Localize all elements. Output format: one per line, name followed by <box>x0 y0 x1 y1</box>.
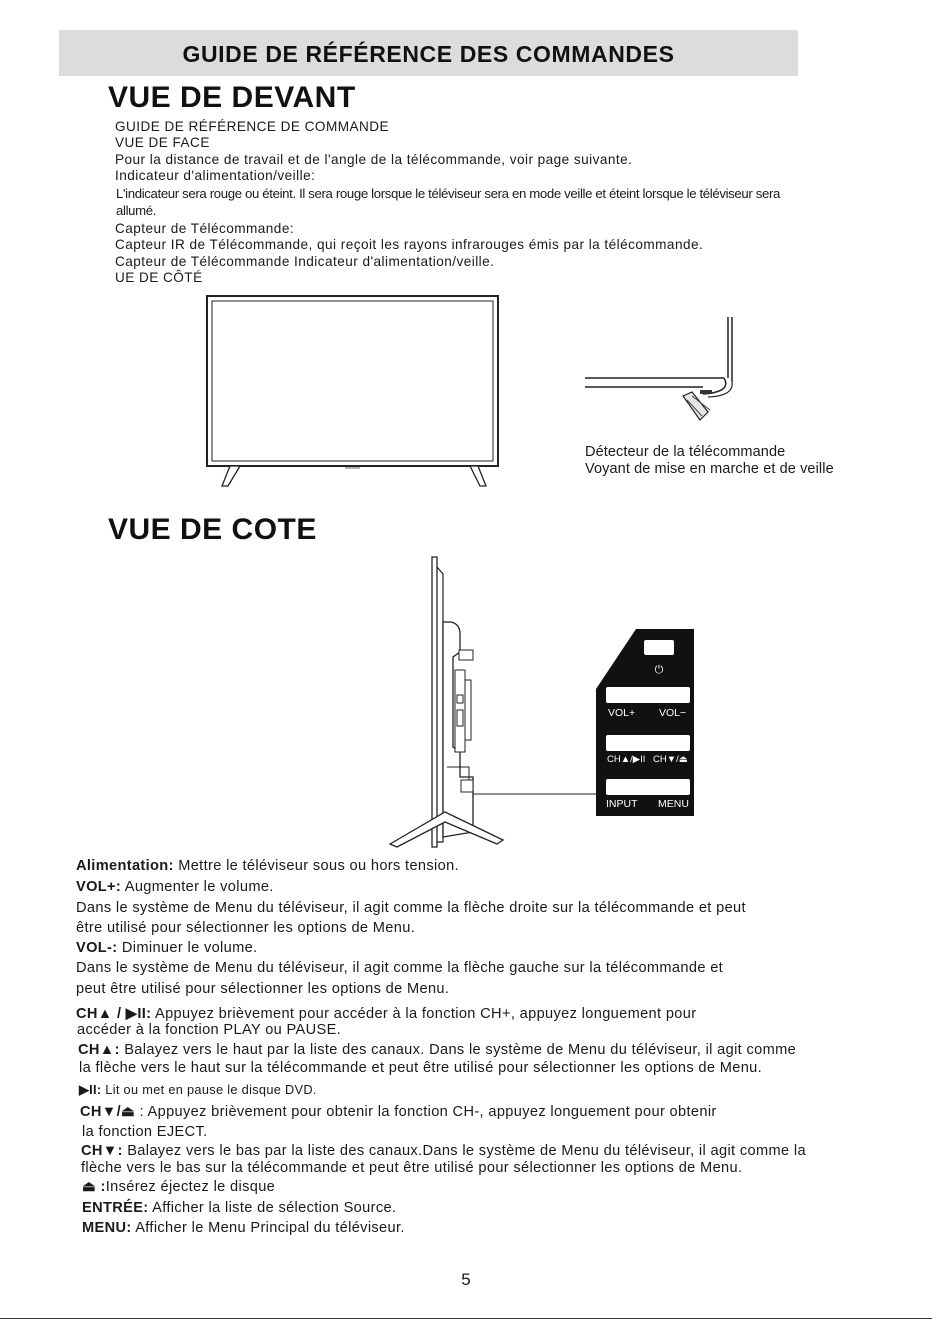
desc-ch-play: CH▲ / ▶II: Appuyez brièvement pour accéder à la fonction CH+, appuyez longuement pour <box>76 1006 697 1022</box>
page-number: 5 <box>461 1270 471 1289</box>
desc-ch-down-more: flèche vers le bas sur la télécommande et peut être utilisé pour sélectionner les options de Menu. <box>81 1160 743 1176</box>
desc-ch-down-eject-more: la fonction EJECT. <box>82 1124 208 1140</box>
indicator-text-line-1: L'indicateur sera rouge ou éteint. Il sera rouge lorsque le téléviseur sera en mode veille et éteint lorsque le téléviseur sera <box>116 186 780 201</box>
side-view-heading: VUE DE COTE <box>108 513 317 546</box>
desc-vol-minus-more-2: peut être utilisé pour sélectionner les options de Menu. <box>76 981 450 997</box>
desc-ch-play-term: CH▲ / ▶II: <box>76 1006 152 1022</box>
front-view-heading: VUE DE DEVANT <box>108 81 356 114</box>
desc-ch-up: CH▲: Balayez vers le haut par la liste des canaux. Dans le système de Menu du téléviseur, il agit comme <box>78 1042 797 1058</box>
input-menu-button <box>606 779 690 795</box>
desc-ch-down-eject: CH▼/⏏ : Appuyez brièvement pour obtenir la fonction CH-, appuyez longuement pour obtenir <box>80 1104 717 1120</box>
power-icon: ⏻ <box>654 664 664 676</box>
desc-ch-up-term: CH▲: <box>78 1042 120 1058</box>
indicator-text-line-2: allumé. <box>116 203 157 218</box>
intro-line-3: Pour la distance de travail et de l'angle de la télécommande, voir page suivante. <box>115 152 633 167</box>
tv-front-illustration <box>200 290 510 490</box>
intro-line-6: Capteur IR de Télécommande, qui reçoit les rayons infrarouges émis par la télécommande. <box>115 237 704 252</box>
desc-eject-term: ⏏ : <box>82 1179 106 1195</box>
desc-vol-plus-term: VOL+: <box>76 879 122 895</box>
sensor-corner-illustration <box>580 312 740 432</box>
ch-up-play-label: CH▲/▶II <box>607 754 646 765</box>
desc-ch-down-eject-term: CH▼/⏏ <box>80 1104 136 1120</box>
power-button <box>644 640 674 655</box>
intro-line-2: VUE DE FACE <box>115 135 210 150</box>
desc-vol-plus-more-1: Dans le système de Menu du téléviseur, il agit comme la flèche droite sur la télécommande et peut <box>76 900 746 916</box>
caption-standby-light: Voyant de mise en marche et de veille <box>585 461 834 477</box>
intro-line-4: Indicateur d'alimentation/veille: <box>115 168 316 183</box>
caption-remote-sensor: Détecteur de la télécommande <box>585 444 786 460</box>
desc-vol-minus-more-1: Dans le système de Menu du téléviseur, il agit comme la flèche gauche sur la télécommande et <box>76 960 724 976</box>
vol-plus-label: VOL+ <box>608 707 636 719</box>
desc-menu-term: MENU: <box>82 1220 132 1236</box>
menu-label: MENU <box>658 798 689 810</box>
desc-menu: MENU: Afficher le Menu Principal du téléviseur. <box>82 1220 405 1236</box>
desc-entree-term: ENTRÉE: <box>82 1200 149 1216</box>
desc-eject: ⏏ :Insérez éjectez le disque <box>82 1179 276 1195</box>
ch-down-eject-label: CH▼/⏏ <box>653 754 688 765</box>
desc-vol-minus-term: VOL-: <box>76 940 118 956</box>
intro-line-1: GUIDE DE RÉFÉRENCE DE COMMANDE <box>115 119 390 134</box>
desc-entree: ENTRÉE: Afficher la liste de sélection Source. <box>82 1200 397 1216</box>
desc-power: Alimentation: Mettre le téléviseur sous ou hors tension. <box>76 858 459 874</box>
volume-button <box>606 687 690 703</box>
desc-ch-down-term: CH▼: <box>81 1143 123 1159</box>
input-label: INPUT <box>606 798 638 810</box>
desc-ch-down: CH▼: Balayez vers le bas par la liste des canaux.Dans le système de Menu du téléviseur, il agit comme la <box>81 1143 806 1159</box>
control-panel-illustration <box>596 629 696 819</box>
intro-line-5: Capteur de Télécommande: <box>115 221 295 236</box>
desc-ch-play-more: accéder à la fonction PLAY ou PAUSE. <box>77 1022 342 1038</box>
desc-play-term: ▶II: <box>79 1082 102 1097</box>
intro-line-7: Capteur de Télécommande Indicateur d'alimentation/veille. <box>115 254 495 269</box>
banner-title: GUIDE DE RÉFÉRENCE DES COMMANDES <box>182 41 675 67</box>
desc-vol-plus-more-2: être utilisé pour sélectionner les options de Menu. <box>76 920 416 936</box>
desc-play: ▶II: Lit ou met en pause le disque DVD. <box>79 1082 317 1097</box>
desc-ch-up-more: la flèche vers le haut sur la télécommande et peut être utilisé pour sélectionner les options de Menu. <box>79 1060 763 1076</box>
intro-line-8: UE DE CÔTÉ <box>115 270 203 285</box>
footer-divider <box>0 1318 932 1319</box>
vol-minus-label: VOL− <box>659 707 687 719</box>
channel-button <box>606 735 690 751</box>
desc-power-term: Alimentation: <box>76 858 174 874</box>
desc-vol-plus: VOL+: Augmenter le volume. <box>76 879 274 895</box>
desc-vol-minus: VOL-: Diminuer le volume. <box>76 940 258 956</box>
